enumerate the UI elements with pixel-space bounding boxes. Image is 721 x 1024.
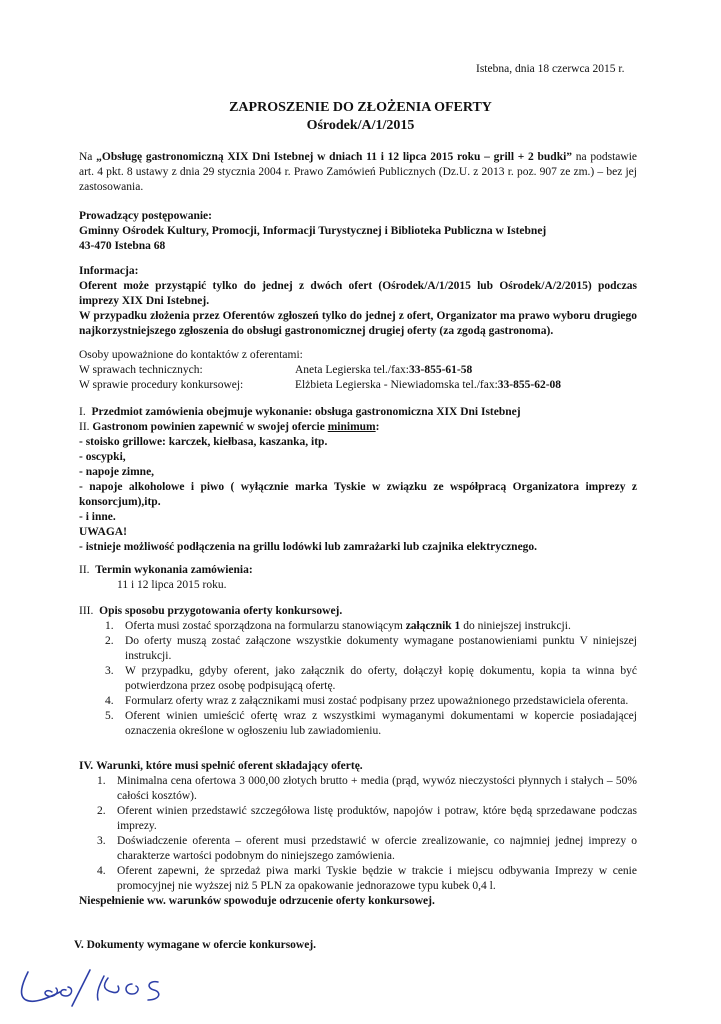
info-block xyxy=(79,264,637,339)
scope-line xyxy=(79,405,637,420)
dateline: Istebna, dnia 18 czerwca 2015 r. xyxy=(476,63,625,75)
contact-label: W sprawie procedury konkursowej: xyxy=(79,379,244,391)
uwaga-label: UWAGA! xyxy=(79,526,127,538)
document-reference: Ośrodek/A/1/2015 xyxy=(306,118,415,133)
documents-number: V. xyxy=(74,939,84,951)
contact-row-procedure xyxy=(79,378,637,393)
intro-legal-basis: na podstawie art. 4 pkt. 8 ustawy z dnia 29 stycznia 2004 r. Prawo Zamówień Publicznych (Dz.U. z 2013 r. poz. 907 ze zm.) – bez jej zastosowania. xyxy=(79,151,638,193)
section-term xyxy=(79,563,637,593)
preparation-line xyxy=(79,604,637,619)
minimum-line xyxy=(79,420,637,435)
item-text: Minimalna cena ofertowa 3 000,00 złotych brutto + media (prąd, wywóz nieczystości płynnych i stałych – 50% całości kosztów). xyxy=(117,775,637,802)
info-heading: Informacja: xyxy=(79,265,139,277)
offer-item-text: - napoje alkoholowe i piwo ( wyłącznie marka Tyskie w związku ze współpracą Organizatora imprezy z konsorcjum),itp. xyxy=(79,481,637,508)
list-item: 4. Oferent zapewni, że sprzedaż piwa marki Tyskie będzie w trakcie i miejscu odbywania Imprezy w cenie promocyjnej nie wyższej niż 5 PLN za opakowanie jednorazowe typu kubek 0,4 l. xyxy=(97,865,637,892)
item-text: Oferent zapewni, że sprzedaż piwa marki Tyskie będzie w trakcie i miejscu odbywania Imprezy w cenie promocyjnej nie wyższej niż 5 PLN za opakowanie jednorazowe typu kubek 0,4 l. xyxy=(117,865,637,892)
item-text: Oferent winien umieścić ofertę wraz z wszystkimi wymaganymi dokumentami w kopercie posiadającej oznaczenia określone w ogłoszeniu lub zawiadomieniu. xyxy=(125,710,637,737)
offer-item: - napoje zimne, xyxy=(79,466,155,478)
contacts-block xyxy=(79,348,637,393)
organizer-name: Gminny Ośrodek Kultury, Promocji, Informacji Turystycznej i Biblioteka Publiczna w Istebnej xyxy=(79,225,547,237)
list-item: 2. Do oferty muszą zostać załączone wszystkie dokumenty wymagane postanowieniami punktu V niniejszej instrukcji. xyxy=(105,635,637,662)
intro-paragraph xyxy=(79,150,637,195)
preparation-number: III. xyxy=(79,605,94,617)
contact-row-technical xyxy=(79,363,637,378)
section-preparation xyxy=(79,604,637,739)
attachment-ref: załącznik 1 xyxy=(405,620,461,632)
organizer-address: 43-470 Istebna 68 xyxy=(79,240,166,252)
term-heading: Termin wykonania zamówienia: xyxy=(95,564,253,576)
offer-item: - i inne. xyxy=(79,511,116,523)
list-item: 5. Oferent winien umieścić ofertę wraz z wszystkimi wymaganymi dokumentami w kopercie posiadającej oznaczenia określone w ogłoszeniu lub zawiadomieniu. xyxy=(105,710,637,737)
handwritten-signature xyxy=(8,962,178,1012)
item-text: do niniejszej instrukcji. xyxy=(460,620,571,632)
section-documents xyxy=(74,938,632,953)
list-item: 1. Minimalna cena ofertowa 3 000,00 złotych brutto + media (prąd, wywóz nieczystości płynnych i stałych – 50% całości kosztów). xyxy=(97,775,637,802)
conditions-heading: Warunki, które musi spełnić oferent składający ofertę. xyxy=(96,760,363,772)
minimum-word: minimum xyxy=(327,421,376,433)
contact-phone: 33-855-62-08 xyxy=(497,379,562,391)
organizer-heading: Prowadzący postępowanie: xyxy=(79,210,212,222)
document-title: ZAPROSZENIE DO ZŁOŻENIA OFERTY xyxy=(229,100,492,115)
minimum-colon: : xyxy=(375,421,380,433)
preparation-list xyxy=(79,619,637,739)
intro-subject: „Obsługę gastronomiczną XIX Dni Istebnej w dniach 11 i 12 lipca 2015 roku – grill + 2 budki” xyxy=(96,151,573,163)
conditions-closing: Niespełnienie ww. warunków spowoduje odrzucenie oferty konkursowej. xyxy=(79,895,435,907)
minimum-text: Gastronom powinien zapewnić w swojej ofercie xyxy=(92,421,328,433)
intro-na: Na xyxy=(79,151,97,163)
contact-person: Elżbieta Legierska - Niewiadomska tel./fax: xyxy=(295,379,498,391)
term-line xyxy=(79,563,637,578)
term-number: II. xyxy=(79,564,90,576)
offer-item: - stoisko grillowe: karczek, kiełbasa, kaszanka, itp. xyxy=(79,436,328,448)
item-text: Oferent winien przedstawić szczegółowa listę produktów, napojów i potraw, które będą sprzedawane podczas imprezy. xyxy=(117,805,637,832)
section-scope xyxy=(79,405,637,555)
scope-number: I. xyxy=(79,406,86,418)
term-text: 11 i 12 lipca 2015 roku. xyxy=(117,579,227,591)
offer-item xyxy=(79,480,637,510)
item-text: Oferta musi zostać sporządzona na formularzu stanowiącym xyxy=(125,620,406,632)
item-text: Do oferty muszą zostać załączone wszystkie dokumenty wymagane postanowieniami punktu V niniejszej instrukcji. xyxy=(125,635,637,662)
conditions-number: IV. xyxy=(79,760,94,772)
contacts-heading: Osoby upoważnione do kontaktów z oferentami: xyxy=(79,349,303,361)
preparation-heading: Opis sposobu przygotowania oferty konkursowej. xyxy=(99,605,343,617)
contact-label: W sprawach technicznych: xyxy=(79,364,203,376)
uwaga-note: - istnieje możliwość podłączenia na grillu lodówki lub zamrażarki lub czajnika elektrycznego. xyxy=(79,541,538,553)
list-item: 2. Oferent winien przedstawić szczegółowa listę produktów, napojów i potraw, które będą sprzedawane podczas imprezy. xyxy=(97,805,637,832)
contact-person: Aneta Legierska tel./fax: xyxy=(295,364,409,376)
conditions-line xyxy=(79,759,637,774)
list-item: 3. W przypadku, gdyby oferent, jako załącznik do oferty, dołączył kopię dokumentu, kopia ta winna być potwierdzona przez osobę podpisującą ofertę. xyxy=(105,665,637,692)
section-conditions xyxy=(79,759,637,909)
info-paragraph-1: Oferent może przystąpić tylko do jednej z dwóch ofert (Ośrodek/A/1/2015 lub Ośrodek/A/2/2015) podczas imprezy XIX Dni Istebnej. xyxy=(79,280,637,307)
list-item: 4. Formularz oferty wraz z załącznikami musi zostać podpisany przez upoważnionego przedstawiciela oferenta. xyxy=(105,694,637,709)
list-item: 3. Doświadczenie oferenta – oferent musi przedstawić w ofercie zrealizowanie, co najmniej jednej imprezy o charakterze wartości podobnym do niniejszego zamówienia. xyxy=(97,835,637,862)
item-text: Doświadczenie oferenta – oferent musi przedstawić w ofercie zrealizowanie, co najmniej jednej imprezy o charakterze wartości podobnym do niniejszego zamówienia. xyxy=(117,835,637,862)
list-item: 1. Oferta musi zostać sporządzona na formularzu stanowiącym załącznik 1 do niniejszej instrukcji. xyxy=(105,620,571,632)
contact-phone: 33-855-61-58 xyxy=(409,364,473,376)
scope-text: Przedmiot zamówienia obejmuje wykonanie: obsługa gastronomiczna XIX Dni Istebnej xyxy=(91,406,521,418)
minimum-number: II. xyxy=(79,421,90,433)
info-paragraph-2: W przypadku złożenia przez Oferentów zgłoszeń tylko do jednej z ofert, Organizator ma prawo wyboru drugiego najkorzystniejszego zgłoszenia do obsługi gastronomicznej drugiej oferty (za zgodą gastronoma). xyxy=(79,310,637,337)
item-text: Formularz oferty wraz z załącznikami musi zostać podpisany przez upoważnionego przedstawiciela oferenta. xyxy=(125,695,629,707)
organizer-block xyxy=(79,209,637,254)
conditions-list xyxy=(79,774,637,894)
offer-item: - oscypki, xyxy=(79,451,126,463)
documents-heading: Dokumenty wymagane w ofercie konkursowej. xyxy=(86,939,317,951)
item-text: W przypadku, gdyby oferent, jako załącznik do oferty, dołączył kopię dokumentu, kopia ta winna być potwierdzona przez osobę podpisującą ofertę. xyxy=(125,665,637,692)
